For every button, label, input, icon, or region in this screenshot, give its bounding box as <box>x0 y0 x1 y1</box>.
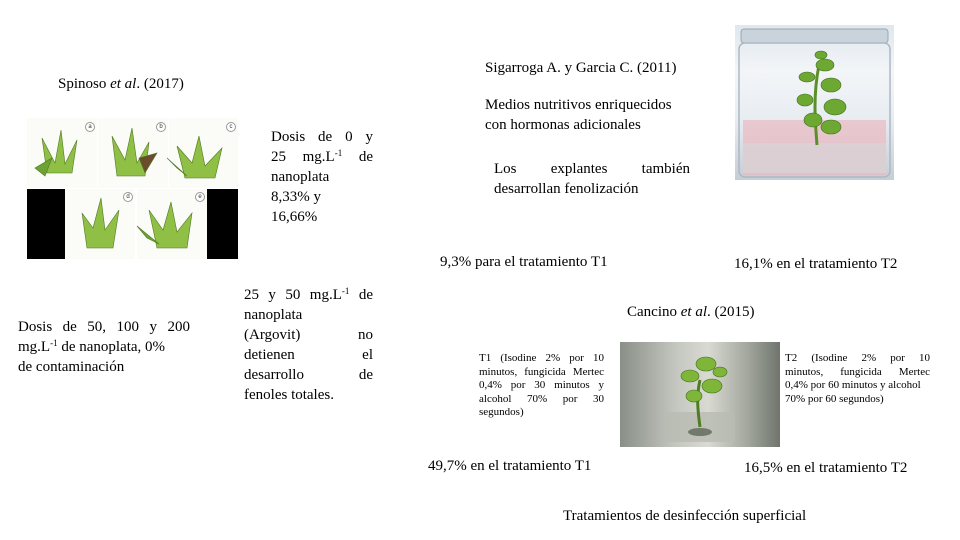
disinfection-footer: Tratamientos de desinfección superficial <box>563 508 807 524</box>
vial-plant-drawing <box>620 342 780 447</box>
sigarroga-explants-note: Los explantes también desarrollan fenolización <box>494 161 690 197</box>
sigarroga-citation: Sigarroga A. y Garcia C. (2011) <box>485 60 677 76</box>
cancino-vial-photo <box>620 342 780 447</box>
cancino-result-t1: 49,7% en el tratamiento T1 <box>428 458 592 474</box>
cancino-t1-description: T1 (Isodine 2% por 10 minutos, fungicida Mertec 0,4% por 30 minutos y alcohol 70% por 30 segundos) <box>479 352 604 418</box>
spinoso-note-50-200: Dosis de 50, 100 y 200 $mg.L^{-1}$ de nanoplata, 0% de contaminación <box>18 319 190 375</box>
jar-plant-drawing <box>735 25 894 180</box>
photo-label-d: d <box>123 192 133 202</box>
spinoso-explant-photos <box>27 118 238 259</box>
sigarroga-result-t2: 16,1% en el tratamiento T2 <box>734 256 898 272</box>
photo-label-e: e <box>195 192 205 202</box>
photo-label-a: a <box>85 122 95 132</box>
sigarroga-jar-photo <box>735 25 894 180</box>
photo-label-c: c <box>226 122 236 132</box>
spinoso-note-0-25: Dosis de 0 y 25 $mg.L^{-1}$ de nanoplata 8,33% y 16,66% <box>271 129 373 225</box>
cancino-etal: et al <box>680 304 707 320</box>
sigarroga-media-note: Medios nutritivos enriquecidos con hormonas adicionales <box>485 97 672 133</box>
cancino-result-t2: 16,5% en el tratamiento T2 <box>744 460 908 476</box>
spinoso-citation: Spinoso et al. (2017) <box>58 76 184 92</box>
sigarroga-result-t1: 9,3% para el tratamiento T1 <box>440 254 608 270</box>
spinoso-note-argovit: 25 y 50 $mg.L^{-1}$ de nanoplata (Argovit) no detienen el desarrollo de fenoles totales. <box>244 286 373 403</box>
photo-label-b: b <box>156 122 166 132</box>
cancino-t2-description: T2 (Isodine 2% por 10 minutos, fungicida Mertec 0,4% por 60 minutos y alcohol 70% por 60 segundos) <box>785 352 930 405</box>
spinoso-plants-drawing <box>27 118 238 259</box>
spinoso-etal: et al <box>110 76 137 92</box>
cancino-citation: Cancino et al. (2015) <box>627 304 755 320</box>
